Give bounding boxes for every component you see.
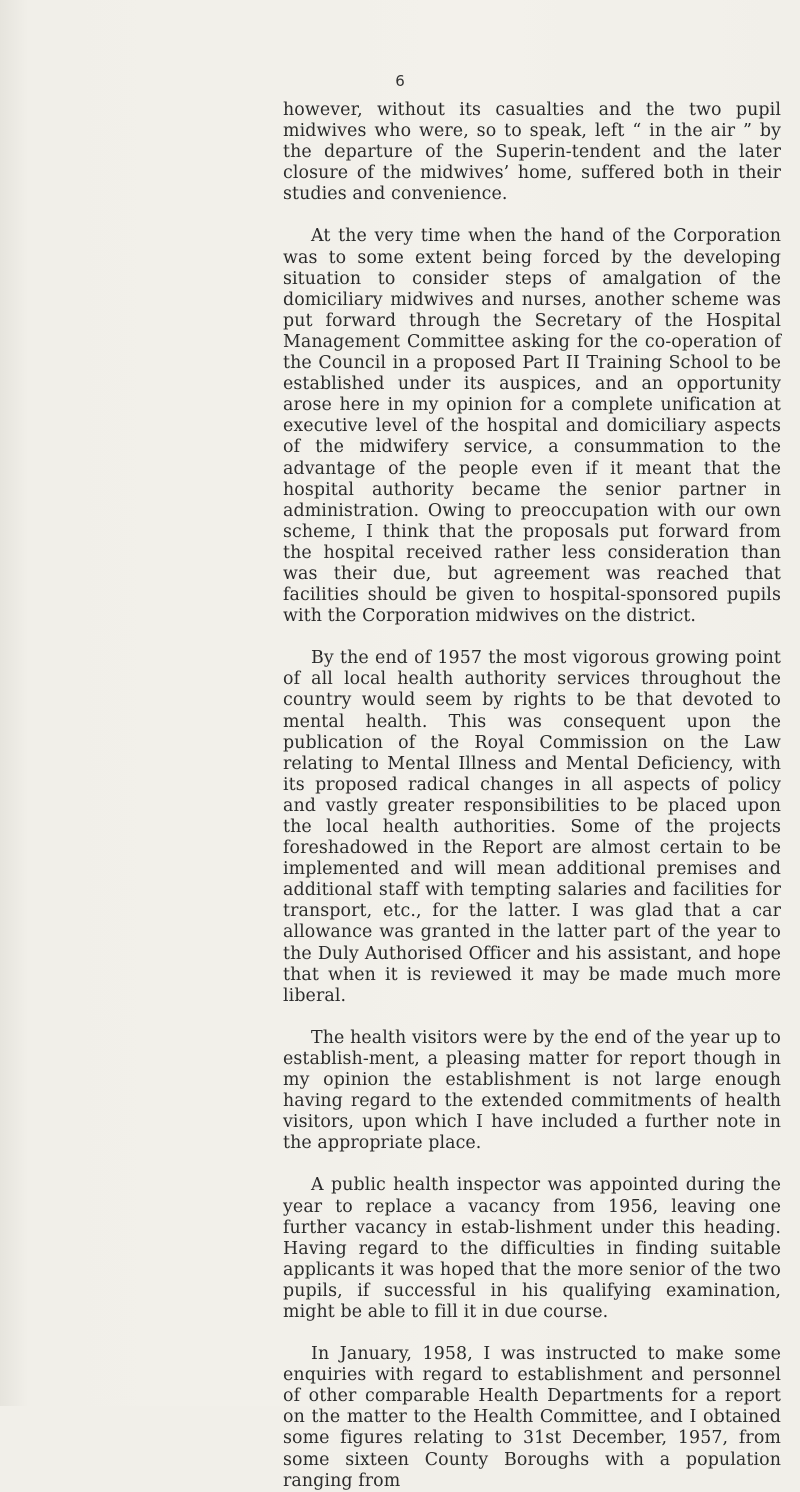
paragraph-3: By the end of 1957 the most vigorous growing point of all local health authority services throughout the country would seem by rights to be that devoted to mental health. This was consequent upon the publication of the Royal Commission on the Law relating to Mental Illness and Mental Deficiency, with its proposed radical changes in all aspects of policy and vastly greater responsibilities to be placed upon the local health authorities. Some of the projects foreshadowed in the Report are almost certain to be implemented and will mean additional premises and additional staff with tempting salaries and facilities for transport, etc., for the latter. I was glad that a car allowance was granted in the latter part of the year to the Duly Authorised Officer and his assistant, and hope that when it is reviewed it may be made much more liberal. (283, 648, 781, 1006)
paragraph-2: At the very time when the hand of the Corporation was to some extent being forced by the developing situation to consider steps of amalgation of the domiciliary midwives and nurses, another scheme was put forward through the Secretary of the Hospital Management Committee asking for the co-operation of the Council in a proposed Part II Training School to be established under its auspices, and an opportunity arose here in my opinion for a complete unification at executive level of the hospital and domiciliary aspects of the midwifery service, a consummation to the advantage of the people even if it meant that the hospital authority became the senior partner in administration. Owing to preoccupation with our own scheme, I think that the proposals put forward from the hospital received rather less consideration than was their due, but agreement was reached that facilities should be given to hospital-sponsored pupils with the Corporation midwives on the district. (283, 226, 781, 627)
body-text (283, 100, 781, 1492)
paragraph-4: The health visitors were by the end of the year up to establish-ment, a pleasing matter for report though in my opinion the establishment is not large enough having regard to the extended commitments of health visitors, upon which I have included a further note in the appropriate place. (283, 1027, 781, 1154)
paragraph-1: however, without its casualties and the two pupil midwives who were, so to speak, left “ in the air ” by the departure of the Superin-tendent and the later closure of the midwives’ home, suffered both in their studies and convenience. (283, 100, 781, 205)
page-number: 6 (395, 72, 405, 90)
paragraph-6: In January, 1958, I was instructed to make some enquiries with regard to establishment and personnel of other comparable Health Departments for a report on the matter to the Health Committee, and I obtained some figures relating to 31st December, 1957, from some sixteen County Boroughs with a population ranging from (283, 1344, 781, 1491)
paragraph-5: A public health inspector was appointed during the year to replace a vacancy from 1956, leaving one further vacancy in estab-lishment under this heading. Having regard to the difficulties in finding suitable applicants it was hoped that the more senior of the two pupils, if successful in his qualifying examination, might be able to fill it in due course. (283, 1175, 781, 1322)
